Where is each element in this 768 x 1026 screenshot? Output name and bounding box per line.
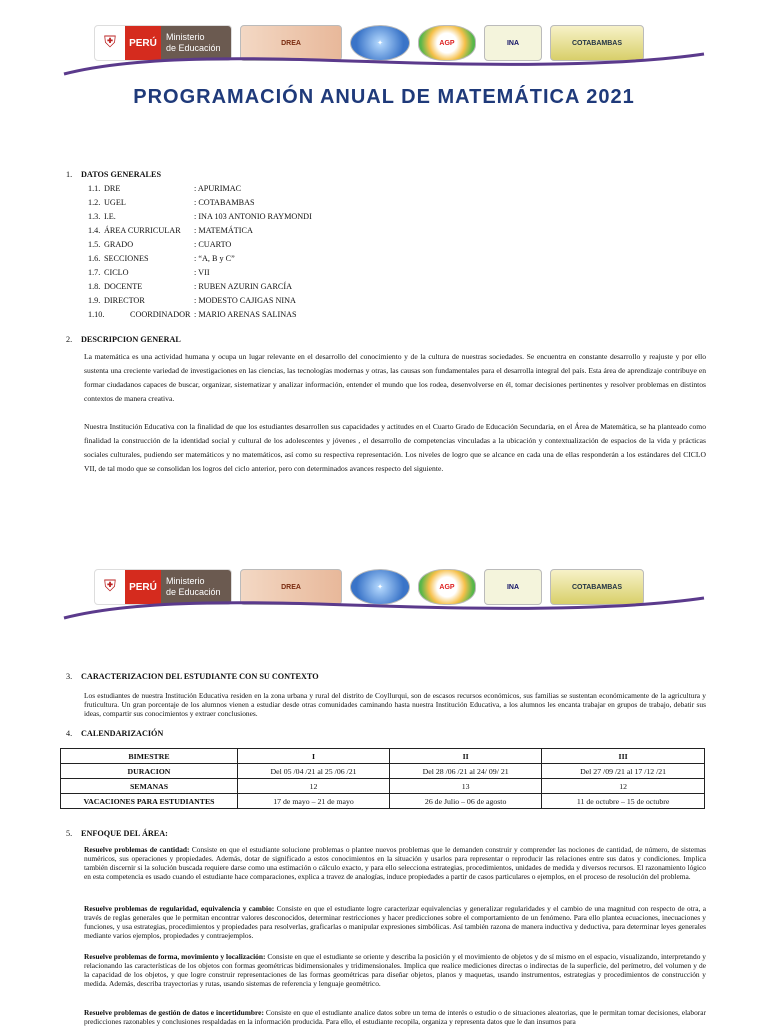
row-key: CICLO [104,268,129,277]
row-number: 1.6. [88,254,101,263]
page-title: PROGRAMACIÓN ANUAL DE MATEMÁTICA 2021 [133,86,635,108]
calendar-cell: BIMESTRE [61,749,238,764]
peru-shield-icon: ⛨ [103,578,116,595]
enfoque-text: Consiste en que el estudiante logre caracterizar equivalencias y generalizar regularidades y el cambio de una magnitud con respecto de otra, a través de reglas generales que le permitan encontrar valores desconocidos, determinar restricciones y hacer predicciones sobre el comportamiento de un fenómeno. Para ello plantea ecuaciones, inecuaciones y funciones, y usa estrategias, procedimientos y propiedades para resolverlas, graficarlas o manipular expresiones simbólicas. Así también razona de manera inductiva y deductiva, para determinar leyes generales mediante varios ejemplos, propiedades y contraejemplos. [84,904,706,940]
datos-generales-row [88,184,241,193]
datos-generales-row [88,310,297,319]
row-number: 1.8. [88,282,101,291]
datos-generales-row [88,198,255,207]
datos-generales-row [88,212,312,221]
enfoque-paragraph [84,952,706,988]
calendar-cell: III [542,749,705,764]
header-banner-top [62,24,706,74]
row-value: : RUBEN AZURIN GARCÍA [194,282,293,291]
peru-label: PERÚ [125,569,161,605]
calendar-cell: Del 05 /04 /21 al 25 /06 /21 [238,764,390,779]
row-number: 1.7. [88,268,101,277]
datos-generales-row [88,240,231,249]
row-value: : “A, B y C” [194,254,235,263]
agp-logo: AGP [418,25,476,61]
calendar-row [61,749,705,764]
calendar-cell: 12 [238,779,390,794]
enfoque-paragraph [84,904,706,940]
calendar-cell: VACACIONES PARA ESTUDIANTES [61,794,238,809]
ina-logo: INA [484,25,542,61]
section-descripcion-general: 2. DESCRIPCION GENERAL [66,335,181,344]
enfoque-text: Consiste en que el estudiante analice datos sobre un tema de interés o estudio o de situaciones aleatorias, que le permitan tomar decisiones, elaborar predicciones razonables y conclusiones respaldadas en la información producida. Para ello, el estudiante recopila, organiza y representa datos que le dan insumos para [84,1008,706,1026]
calendar-cell: 12 [542,779,705,794]
swoosh-decoration [62,596,706,620]
dre-logo: DREA [240,25,342,61]
peru-shield-icon: ⛨ [103,34,116,51]
row-value: : VII [194,268,210,277]
row-value: : MODESTO CAJIGAS NINA [194,296,296,305]
descripcion-paragraph-1: La matemática es una actividad humana y ocupa un lugar relevante en el desarrollo del conocimiento y de la cultura de nuestras sociedades. Se encuentra en constante desarrollo y reajuste y por ello sustenta una creciente variedad de investigaciones en las ciencias, las tecnologías modernas y otras, las causas son fundamentales para el desarrolla integral del país. Esta área de aprendizaje contribuye en formar ciudadanos capaces de buscar, organizar, sistematizar y analizar información, entender el mundo que los rodea, desenvolverse en él, tomar decisiones pertinentes y resolver problemas en distintos contextos de manera creativa. [84,352,706,403]
row-key: I.E. [104,212,116,221]
calendar-cell: I [238,749,390,764]
calendar-table [60,748,705,809]
row-key: COORDINADOR [130,310,191,319]
enfoque-paragraph [84,845,706,881]
caracterizacion-paragraph: Los estudiantes de nuestra Institución Educativa residen en la zona urbana y rural del distrito de Coyllurqui, son de escasos recursos económicos, sus familias se sustentan económicamente de la agricultura y fruticultura. Un gran porcentaje de los alumnos vienen a estudiar desde otras comunidades caminando hasta nuestra Institución Educativa, a los alumnos les encanta trabajar en grupos de trabajo, debatir sus ideas, compartir sus conocimientos y extraer conclusiones. [84,691,706,718]
row-value: : MATEMÁTICA [194,226,253,235]
calendar-cell: Del 27 /09 /21 al 17 /12 /21 [542,764,705,779]
row-value: : CUARTO [194,240,232,249]
calendar-cell: DURACION [61,764,238,779]
row-number: 1.10. [88,310,105,319]
calendar-row [61,764,705,779]
row-value: : INA 103 ANTONIO RAYMONDI [194,212,312,221]
cotabambas-logo: COTABAMBAS [550,25,644,61]
row-value: : APURIMAC [194,184,242,193]
enfoque-text: Consiste en que el estudiante se oriente y describa la posición y el movimiento de objetos y de sí mismo en el espacio, visualizando, interpretando y relacionando las características de los objetos con formas geométricas bidimensionales y tridimensionales. Implica que realice mediciones directas o indirectas de la superficie, del perímetro, del volumen y de la capacidad de los objetos, y que logre construir representaciones de las formas geométricas para diseñar objetos, planos y maquetas, usando instrumentos, estrategias y procedimientos de construcción y medida. Además, describa trayectorias y rutas, usando sistemas de referencia y lenguaje geométrico. [84,952,706,988]
descripcion-paragraph-2: Nuestra Institución Educativa con la finalidad de que los estudiantes desarrollen sus capacidades y actitudes en el Cuarto Grado de Educación Secundaria, en el Área de Matemática, se ha planteado como finalidad la construcción de la identidad social y cultural de los adolescentes y jóvenes , el desarrollo de competencias vinculadas a la ubicación y contextualización de espacios de la vida y prácticas sociales culturales, pudiendo ser matemáticos y no matemáticos, así como su respectiva representación. Los niveles de logro que se alcance en cada una de ellas responderán a los estándares del CICLO VII, de tal modo que se consolidan los logros del ciclo anterior, pero con determinados avances respecto del siguiente. [84,422,706,473]
row-number: 1.3. [88,212,101,221]
row-number: 1.2. [88,198,101,207]
row-value: : COTABAMBAS [194,198,255,207]
row-number: 1.9. [88,296,101,305]
datos-generales-row [88,226,253,235]
enfoque-title: Resuelve problemas de forma, movimiento y localización: [84,952,266,961]
calendar-cell: II [390,749,542,764]
row-value: : MARIO ARENAS SALINAS [194,310,297,319]
peru-label: PERÚ [125,25,161,61]
calendar-cell: 17 de mayo – 21 de mayo [238,794,390,809]
calendar-row [61,779,705,794]
section-calendarizacion: 4. CALENDARIZACIÓN [66,729,164,738]
enfoque-title: Resuelve problemas de cantidad: [84,845,190,854]
section-caracterizacion: 3. CARACTERIZACION DEL ESTUDIANTE CON SU CONTEXTO [66,672,319,681]
row-number: 1.5. [88,240,101,249]
row-key: DRE [104,184,121,193]
row-key: SECCIONES [104,254,149,263]
enfoque-text: Consiste en que el estudiante solucione problemas o plantee nuevos problemas que le demanden construir y comprender las nociones de cantidad, de número, de sistemas numéricos, sus operaciones y propiedades. Además, dotar de significado a estos conocimientos en la situación y usarlos para representar o reproducir las relaciones entre sus datos y condiciones. Implica también discernir si la solución buscada requiere darse como una estimación o cálculo exacto, y para ello selecciona estrategias, procedimientos, unidades de medida y diversos recursos. El razonamiento lógico en esta competencia es usado cuando el estudiante hace comparaciones, explica a travez de analogías, induce propiedades a partir de casos particulares o ejemplos, en el proceso de resolución del problema. [84,845,706,881]
row-key: ÁREA CURRICULAR [104,226,181,235]
datos-generales-row [88,296,296,305]
swoosh-decoration [62,52,706,76]
calendar-cell: Del 28 /06 /21 al 24/ 09/ 21 [390,764,542,779]
header-banner-second [62,568,706,618]
calendar-cell: SEMANAS [61,779,238,794]
row-key: GRADO [104,240,134,249]
calendar-cell: 26 de Julio – 06 de agosto [390,794,542,809]
row-number: 1.1. [88,184,101,193]
section-datos-generales: 1. DATOS GENERALES [66,170,162,179]
row-key: UGEL [104,198,126,207]
section-enfoque: 5. ENFOQUE DEL ÁREA: [66,829,168,838]
enfoque-title: Resuelve problemas de regularidad, equivalencia y cambio: [84,904,275,913]
agp-logo: AGP [418,569,476,605]
datos-generales-row [88,254,235,263]
ugel-emblem-icon: ✦ [377,584,383,591]
calendar-row [61,794,705,809]
datos-generales-row [88,282,292,291]
calendar-cell: 11 de octubre – 15 de octubre [542,794,705,809]
dre-logo: DREA [240,569,342,605]
row-key: DIRECTOR [104,296,145,305]
row-key: DOCENTE [104,282,143,291]
ina-logo: INA [484,569,542,605]
calendar-cell: 13 [390,779,542,794]
row-number: 1.4. [88,226,101,235]
enfoque-paragraph [84,1008,706,1026]
cotabambas-logo: COTABAMBAS [550,569,644,605]
enfoque-title: Resuelve problemas de gestión de datos e incertidumbre: [84,1008,264,1017]
ministerio-label: Ministerio de Educación [161,25,231,61]
ministerio-label: Ministerio de Educación [161,569,231,605]
ugel-emblem-icon: ✦ [377,40,383,47]
datos-generales-row [88,268,210,277]
